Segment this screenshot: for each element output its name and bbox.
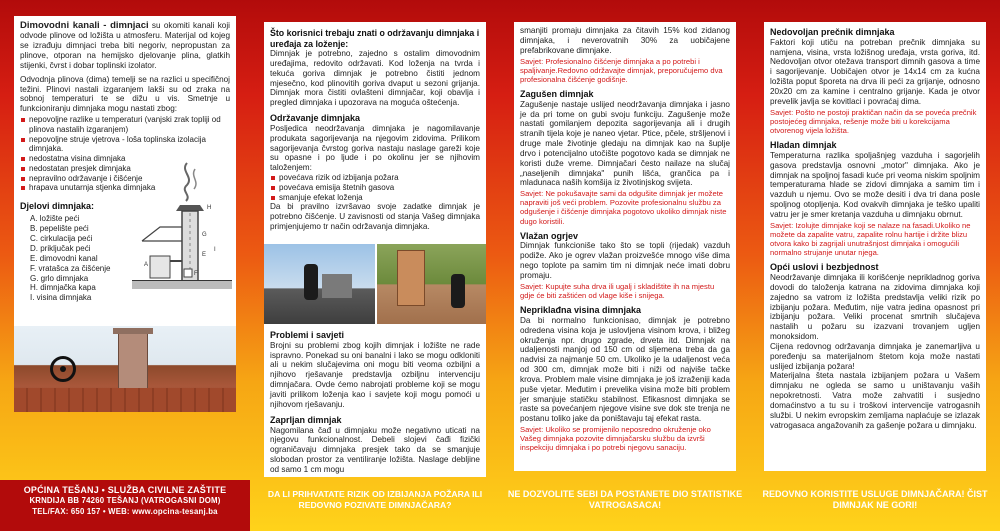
maintenance-title: Održavanje dimnjaka: [270, 113, 361, 124]
intro-text: su okomiti kanali koji odvode plinove od ložišta u atmosferu. Materijal od kojeg se izrađuju dimnjaci treba biti negoriv, nepropustan za plinove, otporan na hemijsko djelovanje plina, glatkih stijenki, čvrst i dobar toplinski izolator.: [20, 21, 230, 70]
safety-title: Opći uslovi i bezbjednost: [770, 262, 879, 273]
safety-text-3: Materijalna šteta nastala izbijanjem požara u Vašem dimnjaku ne ogleda se samo u uništavanju vaših nepokretnosti. Vatra može zahvatiti i susjedno domaćinstvo a tu su i troškovi intervencije vatrogasnih službi. U nekim evropskim zemljama naplaćuje se izlazak vatrogasaca angažovanih za gašenje požara u dimnjaku.: [770, 371, 980, 430]
dirty-chimney-text: Nagomilana čađ u dimnjaku može negativno uticati na njegovu funkcionalnost. Debeli slojevi čađi fizički ograničavaju dimnjaka presjek tako da se smanjuje slobodan prostor za ventiliranje ložišta. Naslage debljine od samo 1 cm mogu: [270, 425, 480, 474]
problems-title: Problemi i savjeti: [270, 330, 345, 340]
footer-contact: TEL/FAX: 650 157 • WEB: www.opcina-tesanj.ba: [32, 507, 218, 517]
maintenance-text: Posljedica neodržavanja dimnjaka je nagomilavanje produkata sagorijevanja na njegovim zidovima. Prilikom sagorijevanja čvrstog goriva nastaju naslage gareži koje su opasne i po ljude i po okolinu jer se njihovim taloženjem:: [270, 123, 480, 173]
panel-3: [500, 0, 750, 531]
intro-title: Dimovodni kanali - dimnjaci: [20, 20, 149, 31]
safety-text: Neodržavanje dimnjaka ili korišćenje neprikladnog goriva dovodi do taloženja katrana na zidovima dimnjaka koji zajedno sa vatrom iz ložišta predstavlja veliki rizik po izbijanju požara. Međutim, nije vatra jedina opasnost pri izbijanju požara. Veliki procenat smrtnih slučajeva nastalih u požaru su izazvani trovanjem ugljen monoksidom.: [770, 272, 980, 342]
svg-text:I: I: [214, 247, 216, 254]
list-item: nedostatan presjek dimnjaka: [20, 164, 230, 174]
clogged-advice: Savjet: Ne pokušavajte sami da odgušite dimnjak jer možete napraviti još veći problem. Pozovite profesionalnu službu za odgušenje i čišćenje dimnjaka pogotovo ukoliko dimnjak niste dugo koristili.: [520, 189, 727, 226]
wet-fuel-title: Vlažan ogrjev: [520, 230, 579, 241]
list-item: I. visina dimnjaka: [30, 293, 92, 303]
height-advice: Savjet: Ukoliko se promijenilo neposredno okruženje oko Vašeg dimnjaka pozovite dimnjačarsku službu da izvrši inspekciju dimnjaka i po potrebi njegovu sanaciju.: [520, 425, 711, 453]
panel-1-footer: [0, 480, 250, 531]
list-item: nepovoljne struje vjetrova - loša toplinska izolacija dimnjaka.: [20, 135, 230, 155]
panel-1-page: [14, 16, 236, 412]
svg-text:H: H: [207, 205, 212, 212]
svg-text:E: E: [202, 252, 207, 259]
list-item: nedostatna visina dimnjaka: [20, 154, 230, 164]
parts-list: [20, 214, 110, 303]
question-title: Što korisnici trebaju znati o održavanju dimnjaka i uređaja za loženje:: [270, 28, 480, 49]
rooftop-sweep-photo: [264, 244, 375, 324]
list-item: C. cirkulacija peći: [30, 233, 93, 243]
wet-fuel-advice: Savjet: Kupujte suha drva ili ugalj i skladištite ih na mjestu gdje će biti zaštićen od vlage kiše i snijega.: [520, 281, 715, 300]
panel-3-page: [514, 22, 736, 471]
question-text: Dimnjak je potrebno, zajedno s ostalim dimovodnim uređajima, redovito održavati. Kod loženja na tvrda i tekuća goriva dimnjak je potrebno čistiti jednom mjesečno, kod plinovitih goriva dvaput u sezoni grijanja. Dimnjak mora čistiti ovlašteni dimnjačar, koji obavlja i pregled dimnjaka i upozorava na moguća oštećenja.: [270, 49, 480, 108]
list-item: povećava emisija štetnih gasova: [270, 183, 480, 193]
list-item: smanjuje efekat loženja: [270, 193, 480, 203]
svg-text:A: A: [144, 262, 149, 269]
height-title: Nepriklađna visina dimnjaka: [520, 305, 642, 316]
diameter-text: Faktori koji utiču na potreban prečnik dimnjaka su namjena, visina, vrsta ložišnog uređaja, vrsta goriva, itd. Nedovoljan otvor otežava transport dimnih gasova a time i sagorijevanje. Uobičajen otvor je 14x14 cm za kućna ložišta poput šporeta na drva ili peći za grijanje, odnosno 20x20 cm za kamine i centralno grijanje. Kada je otvor prevelik javlja se kovitlaci i povraćaj dima.: [770, 37, 980, 106]
diameter-advice: Savjet: Pošto ne postoji praktičan način da se poveća prečnik postojećeg dimnjaka, rešenje može biti u korekcijama otvorenog vijela ložišta.: [770, 107, 977, 135]
cold-chimney-title: Hladan dimnjak: [770, 140, 837, 151]
intro-paragraph: [20, 20, 230, 71]
clogged-text: Zagušenje nastaje uslijed neodržavanja dimnjaka i jasno je da pri tome on gubi svoju funkciju. Zagušenje može nastati gomilanjem depozita sagorijevanja ali i drugih stranih tijela koje je naneo vjetar. Ptice, pčele, stršljenovi i druge male životinje gledaju na dimnjak kao na šuplje drvo i potencijalno utočište pogotovo kada se dimnjak ne koristi duže vreme. Dimnjačari često nailaze na slučaj „naseljenih dimnjaka" punih lišća, grančica pa i mladunaca naših komšija iz životinjskog svijeta.: [520, 99, 730, 188]
list-item: hrapava unutarnja stjenka dimnjaka: [20, 183, 230, 193]
maintenance-list: [270, 173, 480, 202]
list-item: E. dimovodni kanal: [30, 253, 98, 263]
list-item: F. vratašca za čišćenje: [30, 263, 111, 273]
list-item: G. grlo dimnjaka: [30, 273, 89, 283]
intro-para2: Odvodnja plinova (dima) temelji se na razlici u specifičnoj težini. Plinovi nastali izgaranjem lakši su od zraka na sobnoj temperaturi te se dižu u vis. Smetnje u funkcioniranju dimnjaka mogu nastati zbog:: [20, 74, 230, 114]
list-item: D. priključak peći: [30, 243, 91, 253]
height-text: Da bi normalno funkcionisao, dimnjak je potrebno odredena visina koja je uslovljena visinom krova, i bližeg okruženja npr. drugo zgrade, drveta itd. Dimnjak na udaljenosti manjoj od 150 cm od sljemena treba da ga nadvisi za najmanje 50 cm. Ukoliko je la udaljenost veća od 300 cm, dimnjak može biti i niži od najviše tačke krova. Problem male visine dimnjaka je još izraženiji kada puše vjetar. Međutim i prevelika visina može biti problem jer smanjuje statičku stabilnost. Efikasnost dimnjaka se raste sa povećanjem njegove visine sve dok ste trenja ne postanu toliko jake da poništavaju taj efekat rasta.: [520, 315, 730, 424]
cold-chimney-text: Temperaturna razlika spoljašnjeg vazduha i sagorjelih gasova predstavlja osnovni „motor" dimnjaka. Ako je dimnjak na spoljnoj fasadi kuće pri veoma niskim spoljnim temperaturama hlade se zidovi dimnjaka a samim tim i vazduh u njemu. Ovo se može desiti i dva tri dana posle spoljnog otopljenja. Kod ovakvih dimnjaka je teško upaliti vatru jer je smer kretanja vazduha u dimnjaku obrnut.: [770, 150, 980, 219]
diameter-title: Nedovoljan prečnik dimnjaka: [770, 27, 895, 37]
continued-advice: Savjet: Profesionalno čišćenje dimnjaka a po potrebi i spaljivanje.Redovno održavajte dimnjak, preporučujemo dva profesionalna čišćenje godišnje.: [520, 56, 723, 84]
problems-text: Brojni su problemi zbog kojih dimnjak i ložište ne rade ispravno. Ponekad su oni banalni i lako se mogu odkloniti ali u nekim slučajevima oni mogu biti veoma ozbiljni a njihovo rješavanje predstavlja ozbiljnu intervenciju dimnjačara. Ovde ćemo nabrojati probleme koji se mogu javiti prilikom loženja kao i savjete koji mogu pomoći u njihovom rješavanju.: [270, 340, 480, 409]
cold-chimney-advice: Savjet: Izolujte dimnjake koji se nalaze na fasadi.Ukoliko ne možete da zapalite vatru, zapalite rolnu hartije i držite blizu otvora kako bi zagrijali unutrašnjost dimnjaka i omogućili normalno strujanje unutar njega.: [770, 220, 971, 258]
svg-text:G: G: [202, 232, 207, 239]
chimney-sweep-photo: [14, 326, 236, 412]
footer-address: KRNDIJA BB 74260 TEŠANJ (VATROGASNI DOM): [29, 496, 221, 506]
continued-text: smanjiti promaju dimnjaka za čitavih 15% kod zidanog dimnjaka, i neverovatnih 30% za uobičajene prefabrikovane dimnjake.: [520, 26, 730, 55]
wet-fuel-text: Dimnjak funkcioniše tako što se topli (rijedak) vazduh podiže. Ako je ogrev vlažan proizvešće mnogo više dima nego toplote pa samim tim ni dimnjak neće imati dobru promaju.: [520, 241, 730, 281]
building-chimney-photo: [377, 244, 486, 324]
panel-4-page: [764, 22, 986, 471]
list-item: H. dimnjačka kapa: [30, 283, 96, 293]
dirty-chimney-title: Zaprljan dimnjak: [270, 414, 342, 425]
maintenance-text-2: Da bi pravilno izvršavao svoje zadatke dimnjak je potrebno čišćenje. U zavisnosti od stanja Vašeg dimnjaka primjenjujemo tr način održavanja dimnjaka.: [270, 202, 480, 232]
panel-3-footer: NE DOZVOLITE SEBI DA POSTANETE DIO STATISTIKE VATROGASACA!: [507, 489, 743, 511]
list-item: A. ložište peći: [30, 214, 80, 224]
safety-text-2: Cijena redovnog održavanja dimnjaka je zanemarljiva u poređenju sa materijalnom štetom koja može nastati uslijed izbijanja požara!: [770, 341, 980, 371]
panel-1: [0, 0, 250, 531]
svg-text:F: F: [194, 271, 198, 278]
list-item: nepravilno održavanje i čišćenje: [20, 174, 230, 184]
panel-2: [250, 0, 500, 531]
list-item: B. pepelište peći: [30, 224, 89, 234]
chimney-diagram: [132, 161, 232, 311]
footer-org: OPĆINA TEŠANJ • SLUŽBA CIVILNE ZAŠTITE: [23, 485, 227, 495]
parts-title: Djelovi dimnjaka:: [20, 201, 95, 212]
panel-4: [750, 0, 1000, 531]
list-item: nepovoljne razlike u temperaturi (vanjski zrak topliji od plinova nastalih izgaranjem): [20, 115, 230, 135]
panel-4-footer: REDOVNO KORISTITE USLUGE DIMNJAČARA! ČIST DIMNJAK NE GORI!: [762, 489, 988, 511]
list-item: povećava rizik od izbijanja požara: [270, 173, 480, 183]
panel-2-footer: DA LI PRIHVATATE RIZIK OD IZBIJANJA POŽARA ILI REDOVNO POZIVATE DIMNJAČARA?: [267, 489, 483, 510]
panel-2-page: [264, 22, 486, 477]
clogged-title: Zagušen dimnjak: [520, 88, 594, 99]
